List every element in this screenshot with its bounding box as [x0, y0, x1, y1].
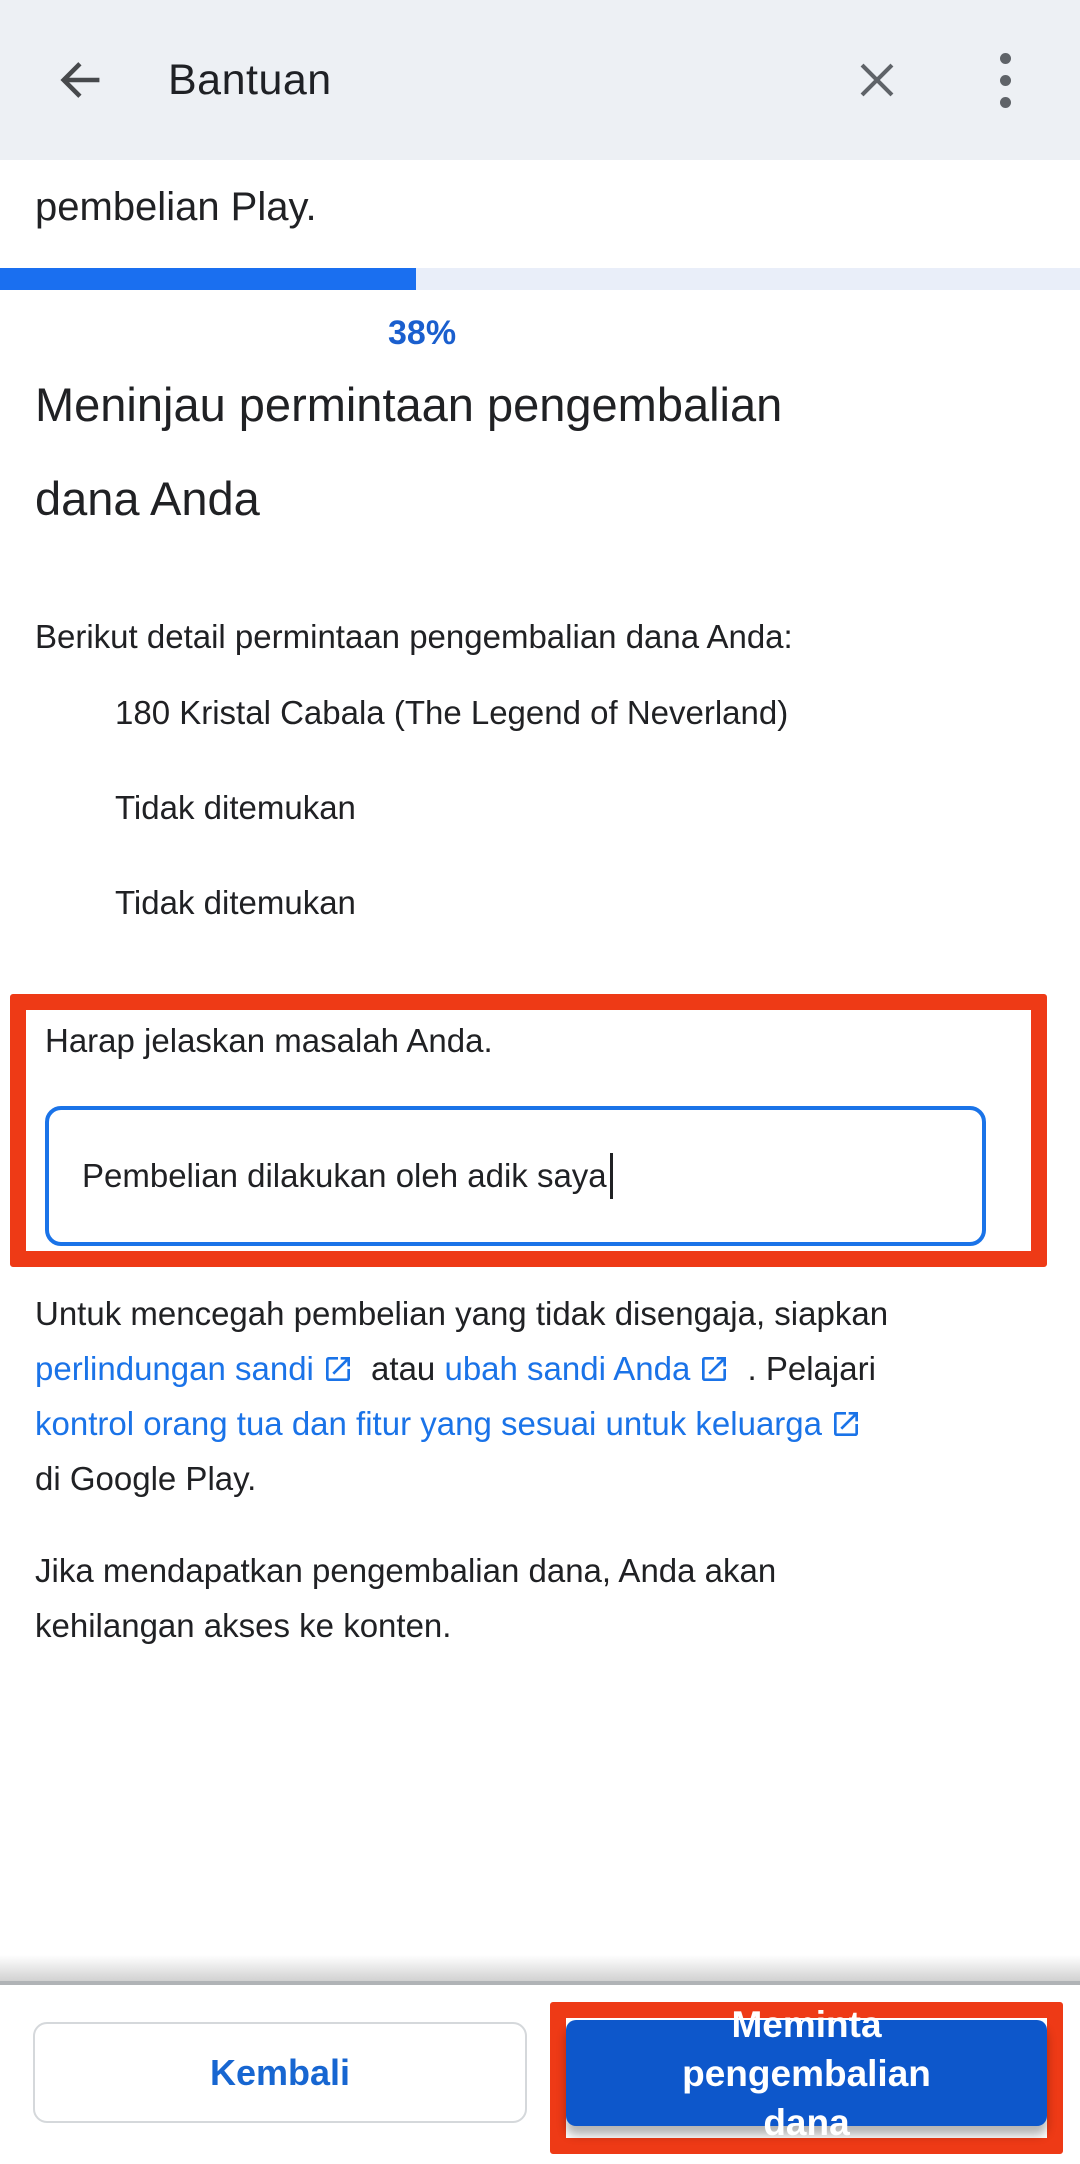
kebab-menu-icon[interactable] — [985, 45, 1025, 115]
external-link[interactable]: perlindungan sandi — [35, 1350, 314, 1387]
caution-text: . Pelajari — [738, 1350, 876, 1387]
text-cursor — [610, 1153, 613, 1199]
open-in-new-icon — [830, 1408, 862, 1440]
close-icon[interactable] — [847, 50, 907, 110]
open-in-new-icon — [698, 1353, 730, 1385]
progress-bar-fill — [0, 268, 416, 290]
details-intro: Berikut detail permintaan pengembalian dana Anda: — [35, 618, 793, 655]
issue-textarea[interactable] — [45, 1106, 986, 1246]
request-refund-button[interactable]: Meminta pengembalian dana — [566, 2020, 1047, 2126]
issue-text: Pembelian dilakukan oleh adik saya — [82, 1157, 607, 1194]
progress-percent: 38% — [388, 314, 457, 352]
loss-note: Jika mendapatkan pengembalian dana, Anda akan kehilangan akses ke konten. — [35, 1552, 777, 1644]
refund-detail-row: Tidak ditemukan — [115, 884, 356, 921]
issue-question-label: Harap jelaskan masalah Anda. — [45, 1022, 493, 1059]
back-icon[interactable] — [46, 45, 116, 115]
footer-bar — [0, 1981, 1080, 2164]
external-link[interactable]: ubah sandi Anda — [444, 1350, 691, 1387]
external-link[interactable]: kontrol orang tua dan fitur yang sesuai untuk keluarga — [35, 1405, 823, 1442]
scrolled-paragraph-text: pembelian Play. — [35, 185, 317, 229]
page-heading: Meninjau permintaan pengembalian dana Anda — [35, 378, 783, 525]
refund-detail-row: Tidak ditemukan — [115, 789, 356, 826]
annotation-box-submit — [550, 2002, 1063, 2154]
caution-paragraph — [35, 1286, 895, 1506]
open-in-new-icon — [322, 1353, 354, 1385]
app-bar — [0, 0, 1080, 160]
caution-text: Untuk mencegah pembelian yang tidak disengaja, siapkan — [35, 1295, 889, 1332]
arrow-back-icon — [55, 54, 107, 106]
progress-bar — [0, 268, 1080, 290]
caution-text: atau — [361, 1350, 445, 1387]
page-title: Bantuan — [168, 55, 332, 104]
caution-text: di Google Play. — [35, 1460, 257, 1497]
annotation-box-input — [10, 994, 1047, 1267]
refund-item-name: 180 Kristal Cabala (The Legend of Neverland) — [115, 694, 789, 731]
back-button[interactable]: Kembali — [33, 2022, 527, 2123]
